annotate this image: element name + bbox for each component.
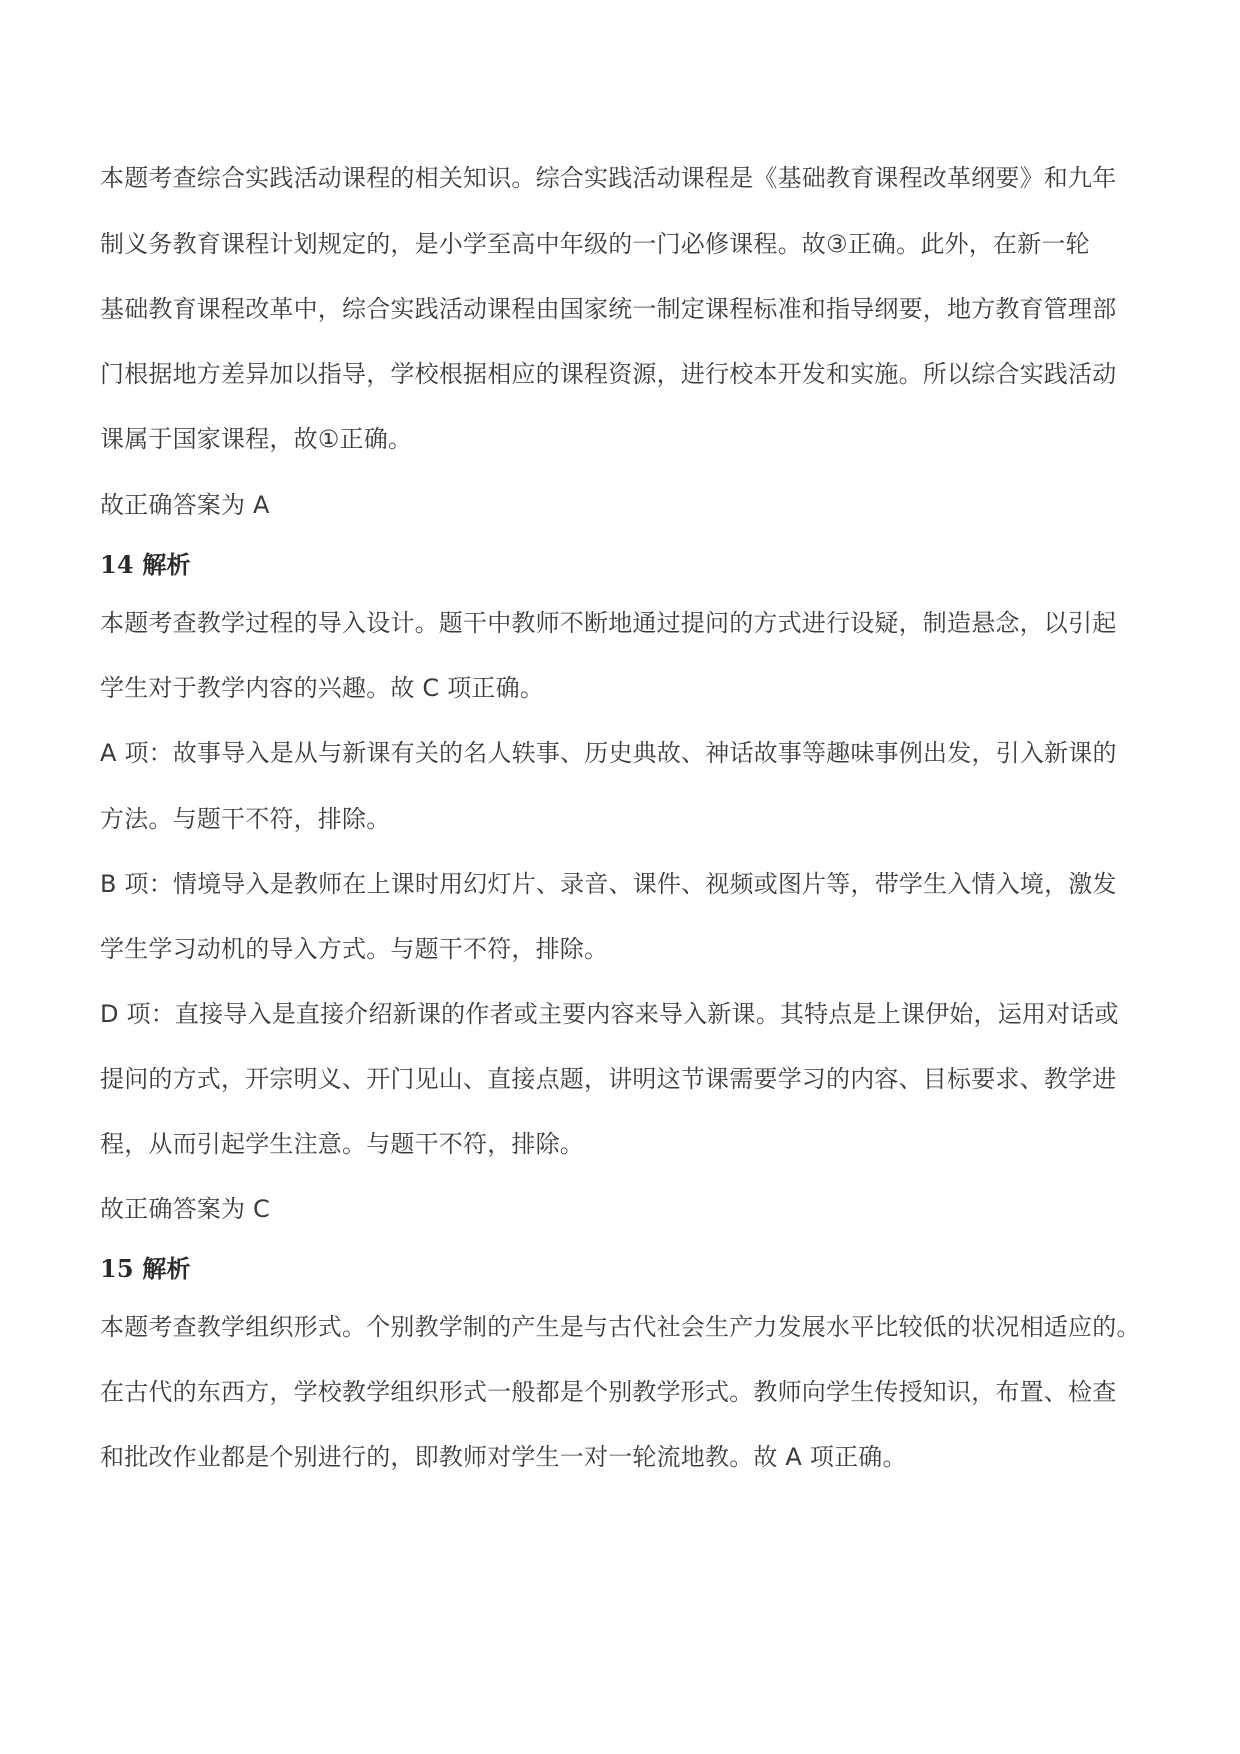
paragraph-line: 基础教育课程改革中，综合实践活动课程由国家统一制定课程标准和指导纲要，地方教育管理部: [100, 295, 1117, 323]
paragraph-line: 方法。与题干不符，排除。: [100, 805, 391, 833]
paragraph-line: 本题考查综合实践活动课程的相关知识。综合实践活动课程是《基础教育课程改革纲要》和九年: [100, 164, 1117, 192]
paragraph-line: 在古代的东西方，学校教学组织形式一般都是个别教学形式。教师向学生传授知识，布置、检查: [100, 1378, 1117, 1406]
paragraph-line: 提问的方式，开宗明义、开门见山、直接点题，讲明这节课需要学习的内容、目标要求、教学进: [100, 1065, 1117, 1093]
paragraph-line: 课属于国家课程，故①正确。: [100, 425, 413, 453]
paragraph-line: 和批改作业都是个别进行的，即教师对学生一对一轮流地教。故 A 项正确。: [100, 1443, 907, 1471]
answer-line: 故正确答案为 A: [100, 491, 270, 519]
paragraph-line: 本题考查教学过程的导入设计。题干中教师不断地通过提问的方式进行设疑，制造悬念，以引起: [100, 609, 1117, 637]
paragraph-line: 学生学习动机的导入方式。与题干不符，排除。: [100, 935, 609, 963]
paragraph-line: 程，从而引起学生注意。与题干不符，排除。: [100, 1130, 584, 1158]
answer-line: 故正确答案为 C: [100, 1195, 270, 1223]
paragraph-line: 本题考查教学组织形式。个别教学制的产生是与古代社会生产力发展水平比较低的状况相适应的。: [100, 1313, 1141, 1341]
option-b-line: B 项：情境导入是教师在上课时用幻灯片、录音、课件、视频或图片等，带学生入情入境，激发: [100, 870, 1117, 898]
paragraph-line: 学生对于教学内容的兴趣。故 C 项正确。: [100, 674, 545, 702]
option-d-line: D 项：直接导入是直接介绍新课的作者或主要内容来导入新课。其特点是上课伊始，运用对话或: [100, 1000, 1119, 1028]
option-a-line: A 项：故事导入是从与新课有关的名人轶事、历史典故、神话故事等趣味事例出发，引入新课的: [100, 739, 1117, 767]
paragraph-line: 门根据地方差异加以指导，学校根据相应的课程资源，进行校本开发和实施。所以综合实践活动: [100, 360, 1117, 388]
paragraph-line: 制义务教育课程计划规定的，是小学至高中年级的一门必修课程。故③正确。此外，在新一轮: [100, 230, 1090, 258]
section-heading-15: 15 解析: [100, 1254, 191, 1283]
section-heading-14: 14 解析: [100, 550, 191, 579]
